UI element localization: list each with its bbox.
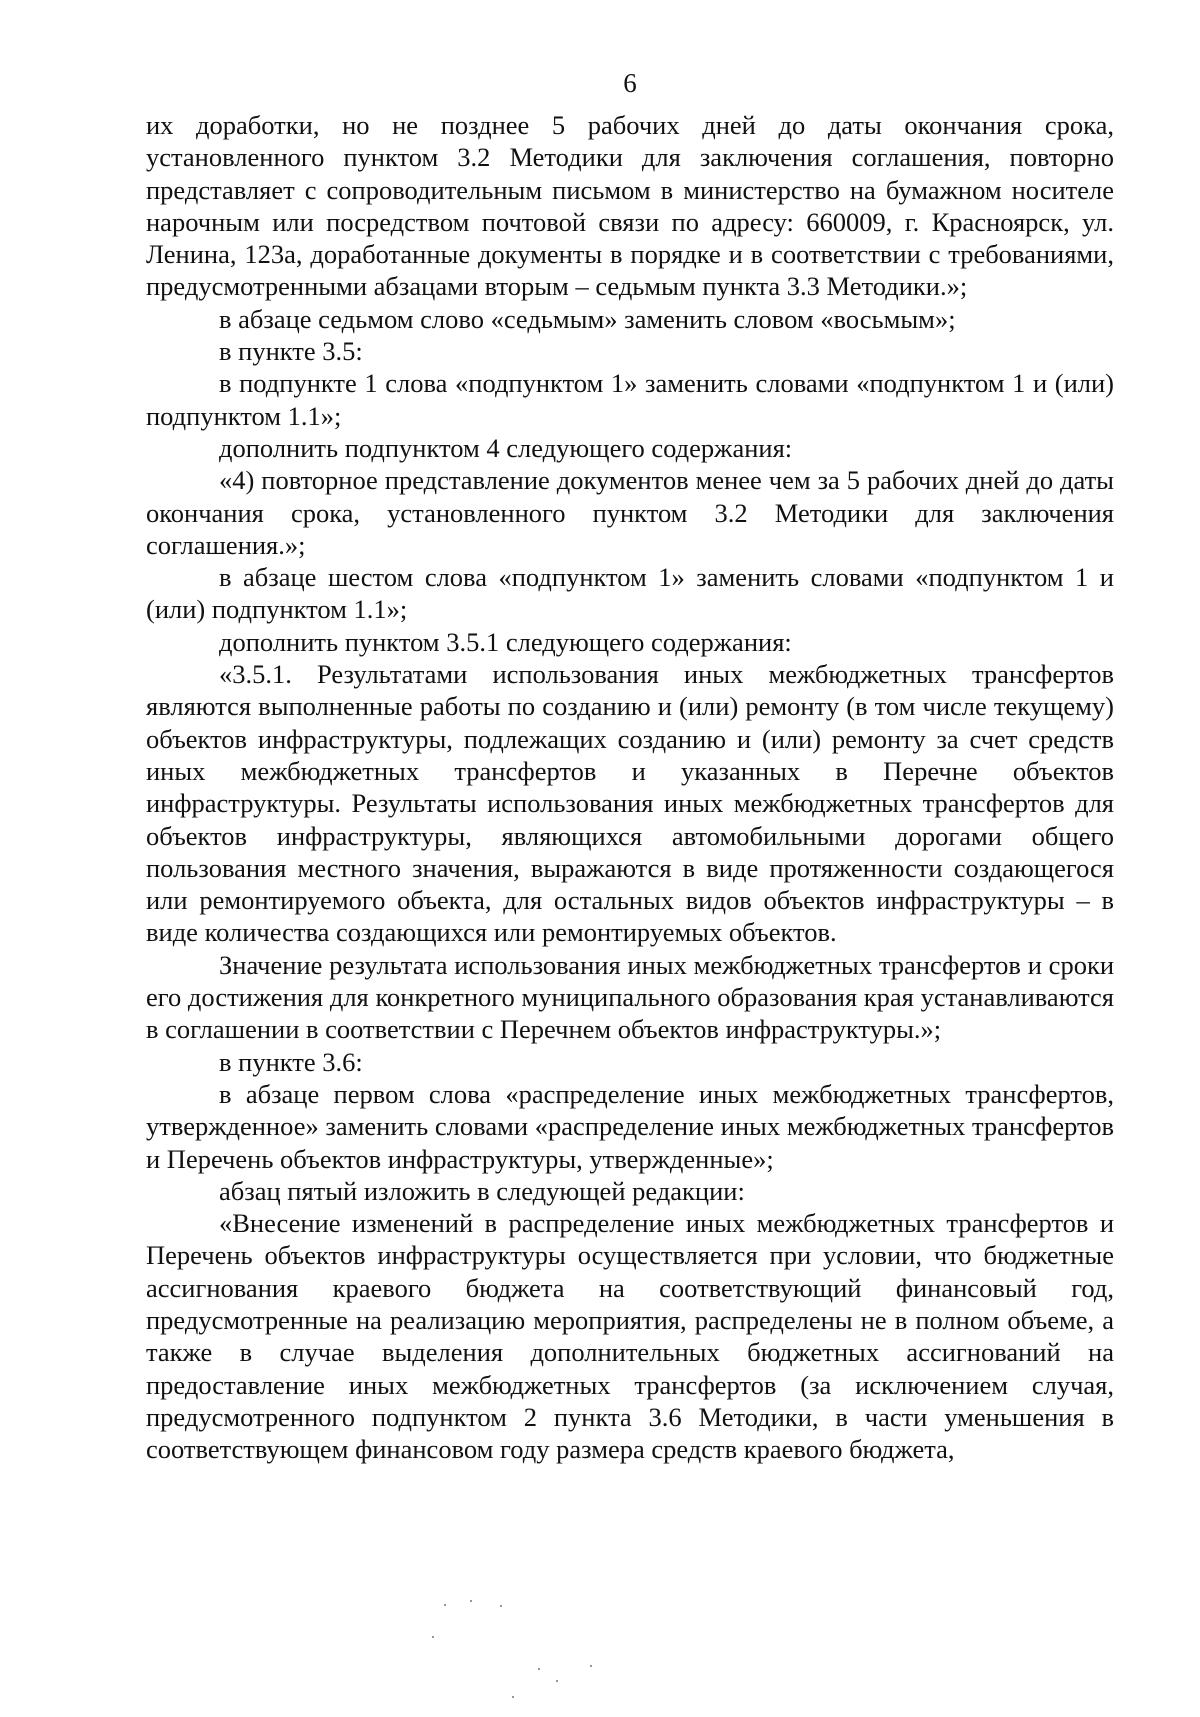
paragraph: в пункте 3.6: (219, 1046, 363, 1077)
page-number: 6 (623, 68, 637, 98)
paragraph-continuation: их доработки, но не позднее 5 рабочих дней до даты окончания срока, установленного пунктом 3.2 Методики для заключения соглашения, повторно представляет с сопроводительным письмом в министерство на бумажном носителе нарочным или посредством почтовой связи по адресу: 660009, г. Красноярск, ул. Ленина, 123а, доработанные документы в порядке и в соответствии с требованиями, предусмотренными абзацами вторым – седьмым пункта 3.3 Методики.»; (146, 110, 1114, 302)
paragraph: в абзаце первом слова «распределение иных межбюджетных трансфертов, утвержденное» заменить словами «распределение иных межбюджетных трансфертов и Перечень объектов инфраструктуры, утвержденные»; (146, 1078, 1114, 1174)
paragraph: «Внесение изменений в распределение иных межбюджетных трансфертов и Перечень объектов инфраструктуры осуществляется при условии, что бюджетные ассигнования краевого бюджета на соответствующий финансовый год, предусмотренные на реализацию мероприятия, распределены не в полном объеме, а также в случае выделения дополнительных бюджетных ассигнований на предоставление иных межбюджетных трансфертов (за исключением случая, предусмотренного подпунктом 2 пункта 3.6 Методики, в части уменьшения в соответствующем финансовом году размера средств краевого бюджета, (146, 1208, 1114, 1465)
paragraph: в подпункте 1 слова «подпунктом 1» заменить словами «подпунктом 1 и (или) подпунктом 1.1»; (146, 368, 1114, 431)
paragraph: «3.5.1. Результатами использования иных межбюджетных трансфертов являются выполненные работы по созданию и (или) ремонту (в том числе текущему) объектов инфраструктуры, подлежащих созданию и (или) ремонту за счет средств иных межбюджетных трансфертов и указанных в Перечне объектов инфраструктуры. Результаты использования иных межбюджетных трансфертов для объектов инфраструктуры, являющихся автомобильными дорогами общего пользования местного значения, выражаются в виде протяженности создающегося или ремонтируемого объекта, для остальных видов объектов инфраструктуры – в виде количества создающихся или ремонтируемых объектов. (146, 659, 1114, 948)
scan-speck (500, 1605, 502, 1607)
scan-speck (432, 1636, 434, 1638)
scan-speck (538, 1668, 540, 1670)
paragraph: дополнить пунктом 3.5.1 следующего содержания: (219, 626, 792, 657)
paragraph: Значение результата использования иных межбюджетных трансфертов и сроки его достижения для конкретного муниципального образования края устанавливаются в соглашении в соответствии с Перечнем объектов инфраструктуры.»; (146, 949, 1114, 1045)
paragraph: в абзаце шестом слова «подпунктом 1» заменить словами «подпунктом 1 и (или) подпунктом 1.1»; (146, 562, 1114, 625)
paragraph: дополнить подпунктом 4 следующего содержания: (219, 432, 793, 463)
paragraph: в пункте 3.5: (219, 336, 363, 367)
scan-speck (444, 1604, 446, 1606)
paragraph: абзац пятый изложить в следующей редакции: (219, 1175, 745, 1206)
document-body (146, 109, 1114, 1465)
scan-speck (512, 1696, 514, 1698)
scan-speck (470, 1600, 472, 1602)
scan-speck (556, 1680, 558, 1682)
paragraph: в абзаце седьмом слово «седьмым» заменить словом «восьмым»; (219, 303, 956, 334)
paragraph: «4) повторное представление документов менее чем за 5 рабочих дней до даты окончания срока, установленного пунктом 3.2 Методики для заключения соглашения.»; (146, 465, 1114, 560)
scan-speck (590, 1665, 592, 1667)
